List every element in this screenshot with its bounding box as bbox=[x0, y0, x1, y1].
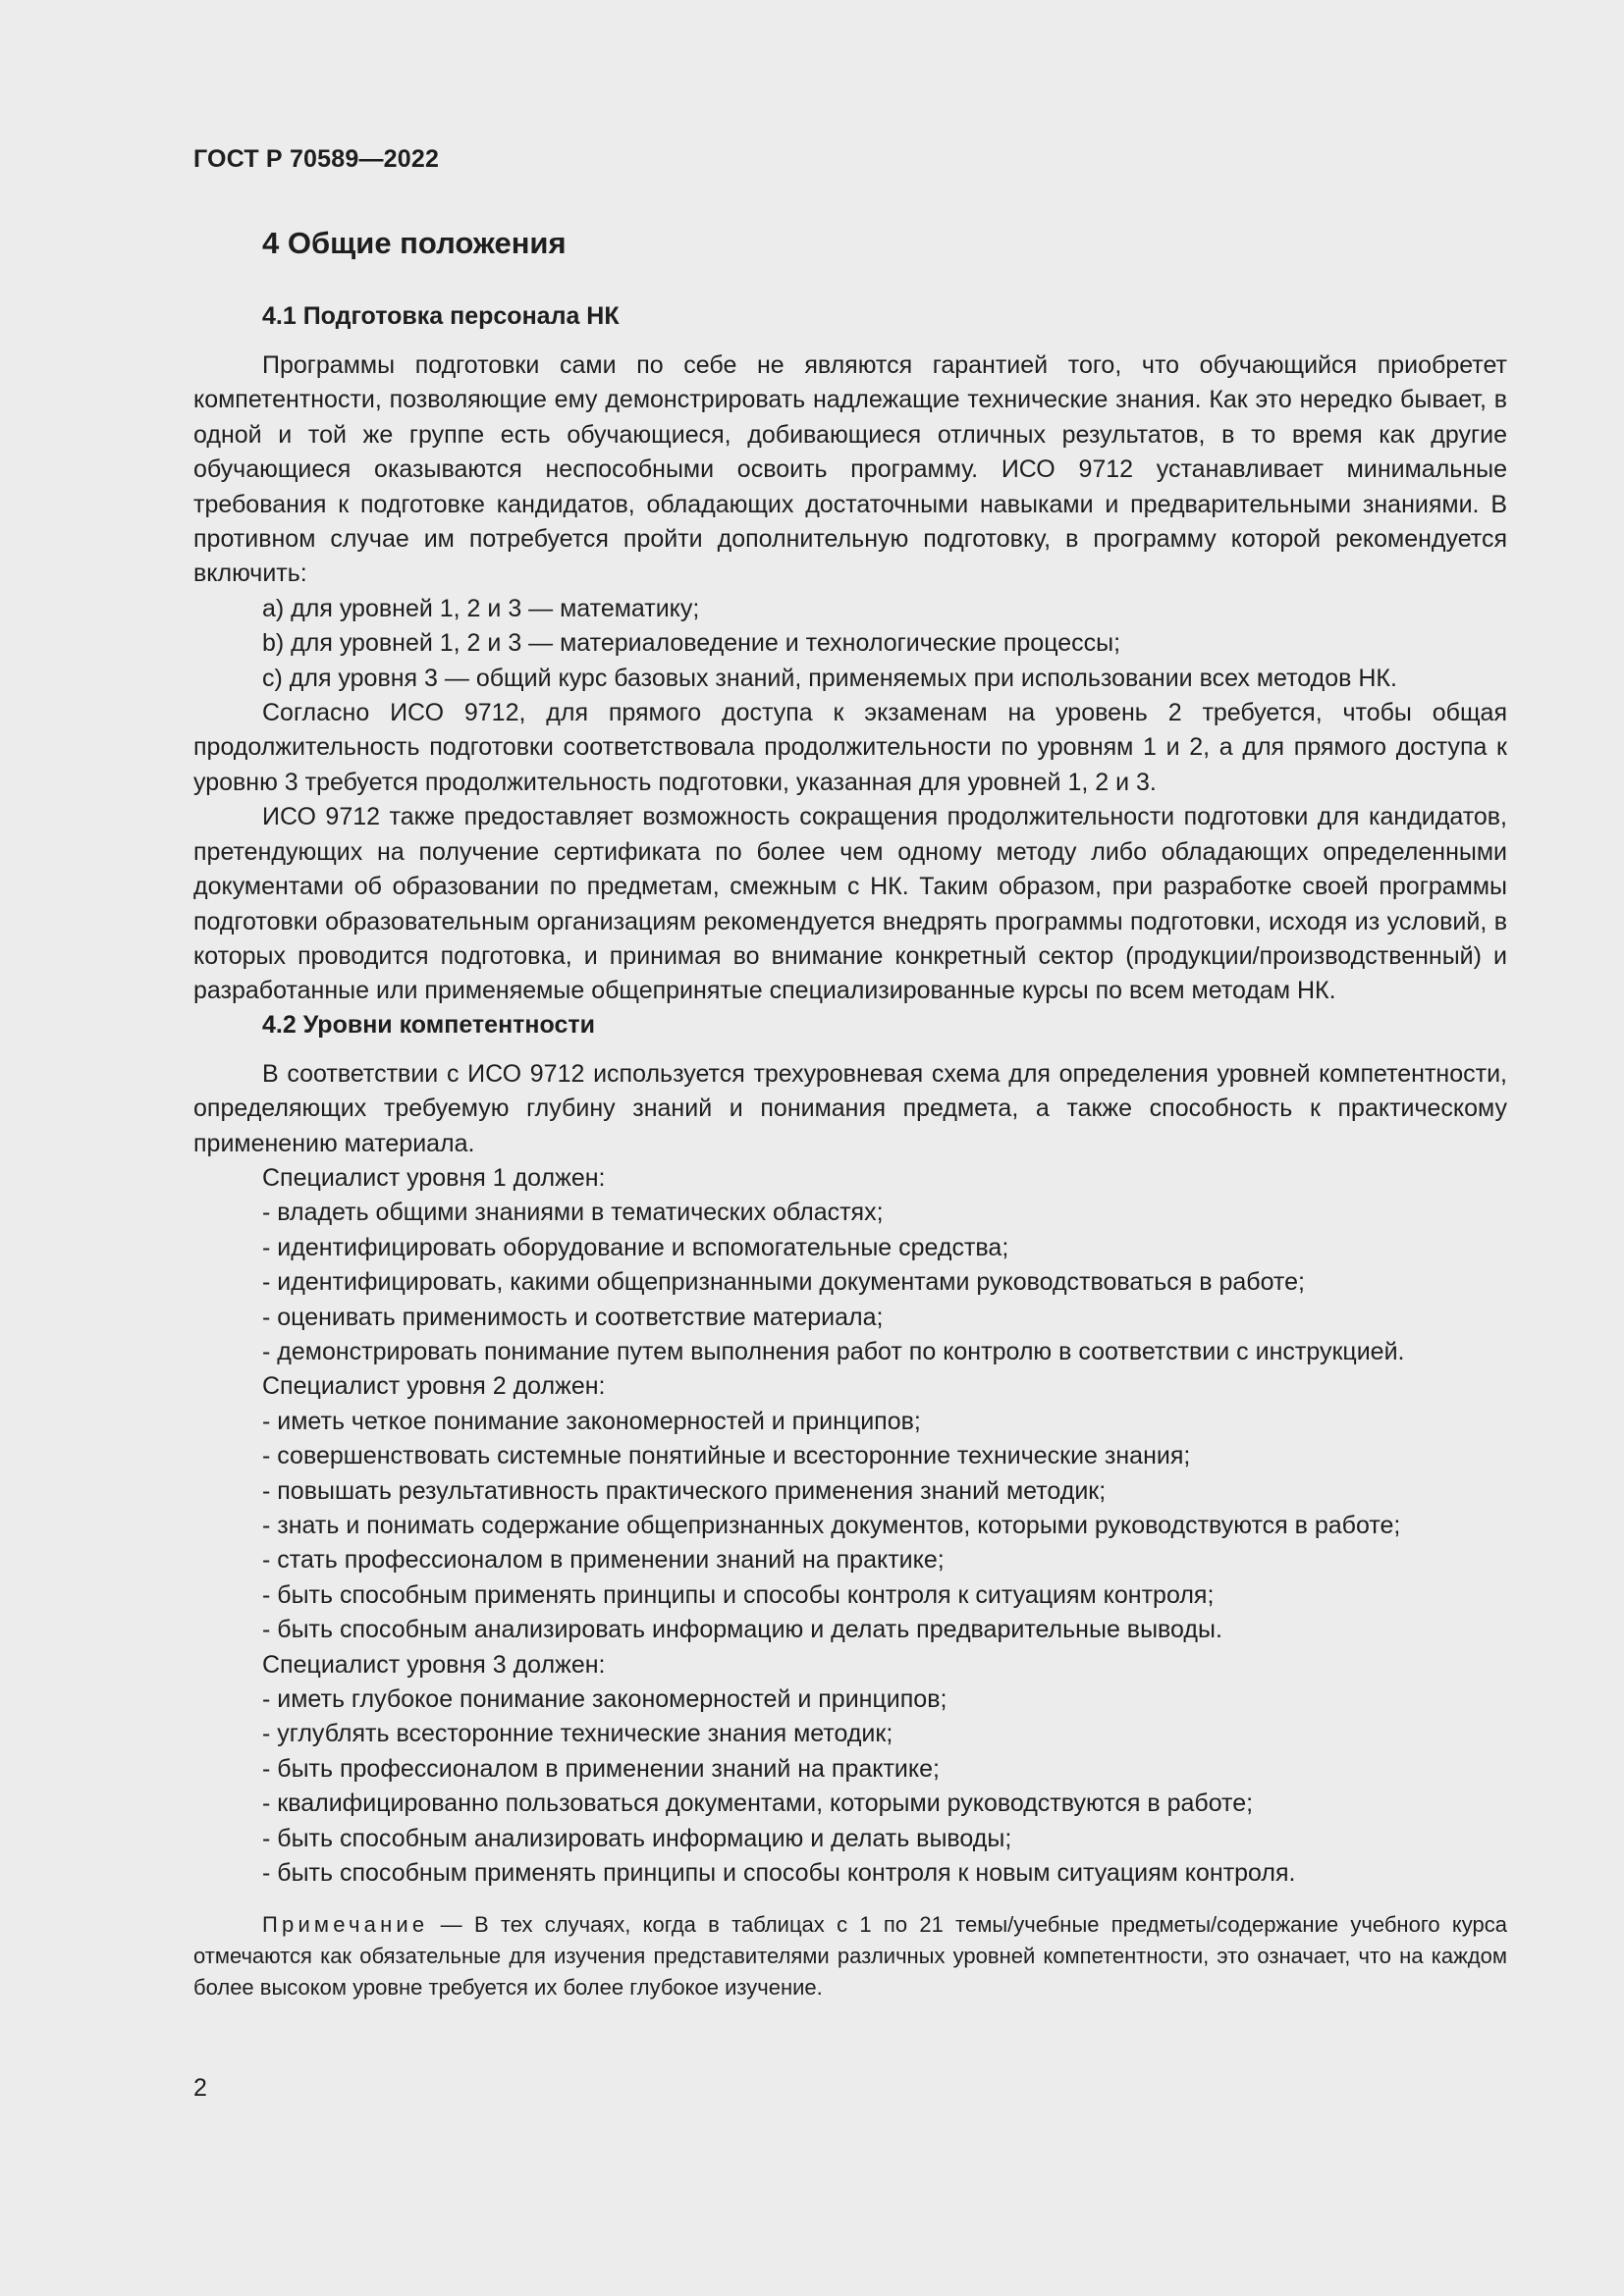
page-number: 2 bbox=[193, 2074, 207, 2102]
paragraph: В соответствии с ИСО 9712 используется трехуровневая схема для определения уровней компетентности, определяющих требуемую глубину знаний и понимания предмета, а также способность к практическому применению материала. bbox=[193, 1059, 1507, 1157]
list-item: - идентифицировать оборудование и вспомогательные средства; bbox=[262, 1233, 1009, 1261]
paragraph: Согласно ИСО 9712, для прямого доступа к экзаменам на уровень 2 требуется, чтобы общая продолжительность подготовки соответствовала продолжительности по уровням 1 и 2, а для прямого доступа к уровню 3 требуется продолжительность подготовки, указанная для уровней 1, 2 и 3. bbox=[193, 699, 1507, 796]
level-heading: Специалист уровня 1 должен: bbox=[262, 1163, 606, 1192]
list-item: - быть способным анализировать информацию и делать предварительные выводы. bbox=[262, 1616, 1222, 1644]
list-item: - иметь глубокое понимание закономерностей и принципов; bbox=[262, 1685, 947, 1714]
list-item: - владеть общими знаниями в тематических областях; bbox=[262, 1199, 884, 1227]
document-code: ГОСТ Р 70589—2022 bbox=[193, 145, 440, 173]
list-item: - быть профессионалом в применении знаний на практике; bbox=[262, 1754, 940, 1783]
list-item: - повышать результативность практического применения знаний методик; bbox=[262, 1476, 1107, 1505]
level-heading: Специалист уровня 3 должен: bbox=[262, 1650, 606, 1679]
paragraph: ИСО 9712 также предоставляет возможность сокращения продолжительности подготовки для кандидатов, претендующих на получение сертификата по более чем одному методу либо обладающих определенными документами об образовании по предметам, смежным с НК. Таким образом, при разработке своей программы подготовки образовательным организациям рекомендуется внедрять программы подготовки, исходя из условий, в которых проводится подготовка, и принимая во внимание конкретный сектор (продукции/производственный) и разработанные или применяемые общепринятые специализированные курсы по всем методам НК. bbox=[193, 803, 1507, 1005]
list-item: - иметь четкое понимание закономерностей и принципов; bbox=[262, 1407, 921, 1435]
list-item: b) для уровней 1, 2 и 3 — материаловедение и технологические процессы; bbox=[262, 629, 1121, 658]
list-item: - стать профессионалом в применении знаний на практике; bbox=[262, 1546, 945, 1575]
subsection-heading-levels: 4.2 Уровни компетентности bbox=[262, 1010, 595, 1039]
subsection-heading-training: 4.1 Подготовка персонала НК bbox=[262, 302, 620, 330]
list-item: - оценивать применимость и соответствие материала; bbox=[262, 1303, 884, 1331]
list-item: - демонстрировать понимание путем выполнения работ по контролю в соответствии с инструкцией. bbox=[262, 1337, 1405, 1365]
list-item: - идентифицировать, какими общепризнанными документами руководствоваться в работе; bbox=[262, 1268, 1305, 1297]
paragraph: Программы подготовки сами по себе не являются гарантией того, что обучающийся приобретет компетентности, позволяющие ему демонстрировать надлежащие технические знания. Как это нередко бывает, в одной и той же группе есть обучающиеся, добивающиеся отличных результатов, в то время как другие обучающиеся оказываются неспособными освоить программу. ИСО 9712 устанавливает минимальные требования к подготовке кандидатов, обладающих достаточными навыками и предварительными знаниями. В противном случае им потребуется пройти дополнительную подготовку, в программу которой рекомендуется включить: bbox=[193, 351, 1507, 588]
note bbox=[193, 1909, 1507, 2002]
list-item: - углублять всесторонние технические знания методик; bbox=[262, 1720, 893, 1748]
list-item: c) для уровня 3 — общий курс базовых знаний, применяемых при использовании всех методов НК. bbox=[262, 664, 1397, 692]
note-text: — В тех случаях, когда в таблицах с 1 по 21 темы/учебные предметы/содержание учебного курса отмечаются как обязательные для изучения представителями различных уровней компетентности, это означает, что на каждом более высоком уровне требуется их более глубокое изучение. bbox=[193, 1912, 1507, 2000]
list-item: - быть способным применять принципы и способы контроля к ситуациям контроля; bbox=[262, 1580, 1215, 1609]
list-item: - знать и понимать содержание общепризнанных документов, которыми руководствуются в работе; bbox=[262, 1512, 1401, 1539]
list-item: - быть способным анализировать информацию и делать выводы; bbox=[262, 1824, 1012, 1852]
section-heading: 4 Общие положения bbox=[262, 226, 567, 260]
list-item: a) для уровней 1, 2 и 3 — математику; bbox=[262, 594, 700, 622]
list-item: - быть способным применять принципы и способы контроля к новым ситуациям контроля. bbox=[262, 1859, 1296, 1888]
list-item: - совершенствовать системные понятийные и всесторонние технические знания; bbox=[262, 1442, 1191, 1470]
level-heading: Специалист уровня 2 должен: bbox=[262, 1372, 606, 1401]
note-label: Примечание bbox=[262, 1912, 429, 1938]
page-content bbox=[193, 224, 1507, 2003]
list-item: - квалифицированно пользоваться документами, которыми руководствуются в работе; bbox=[262, 1789, 1254, 1818]
